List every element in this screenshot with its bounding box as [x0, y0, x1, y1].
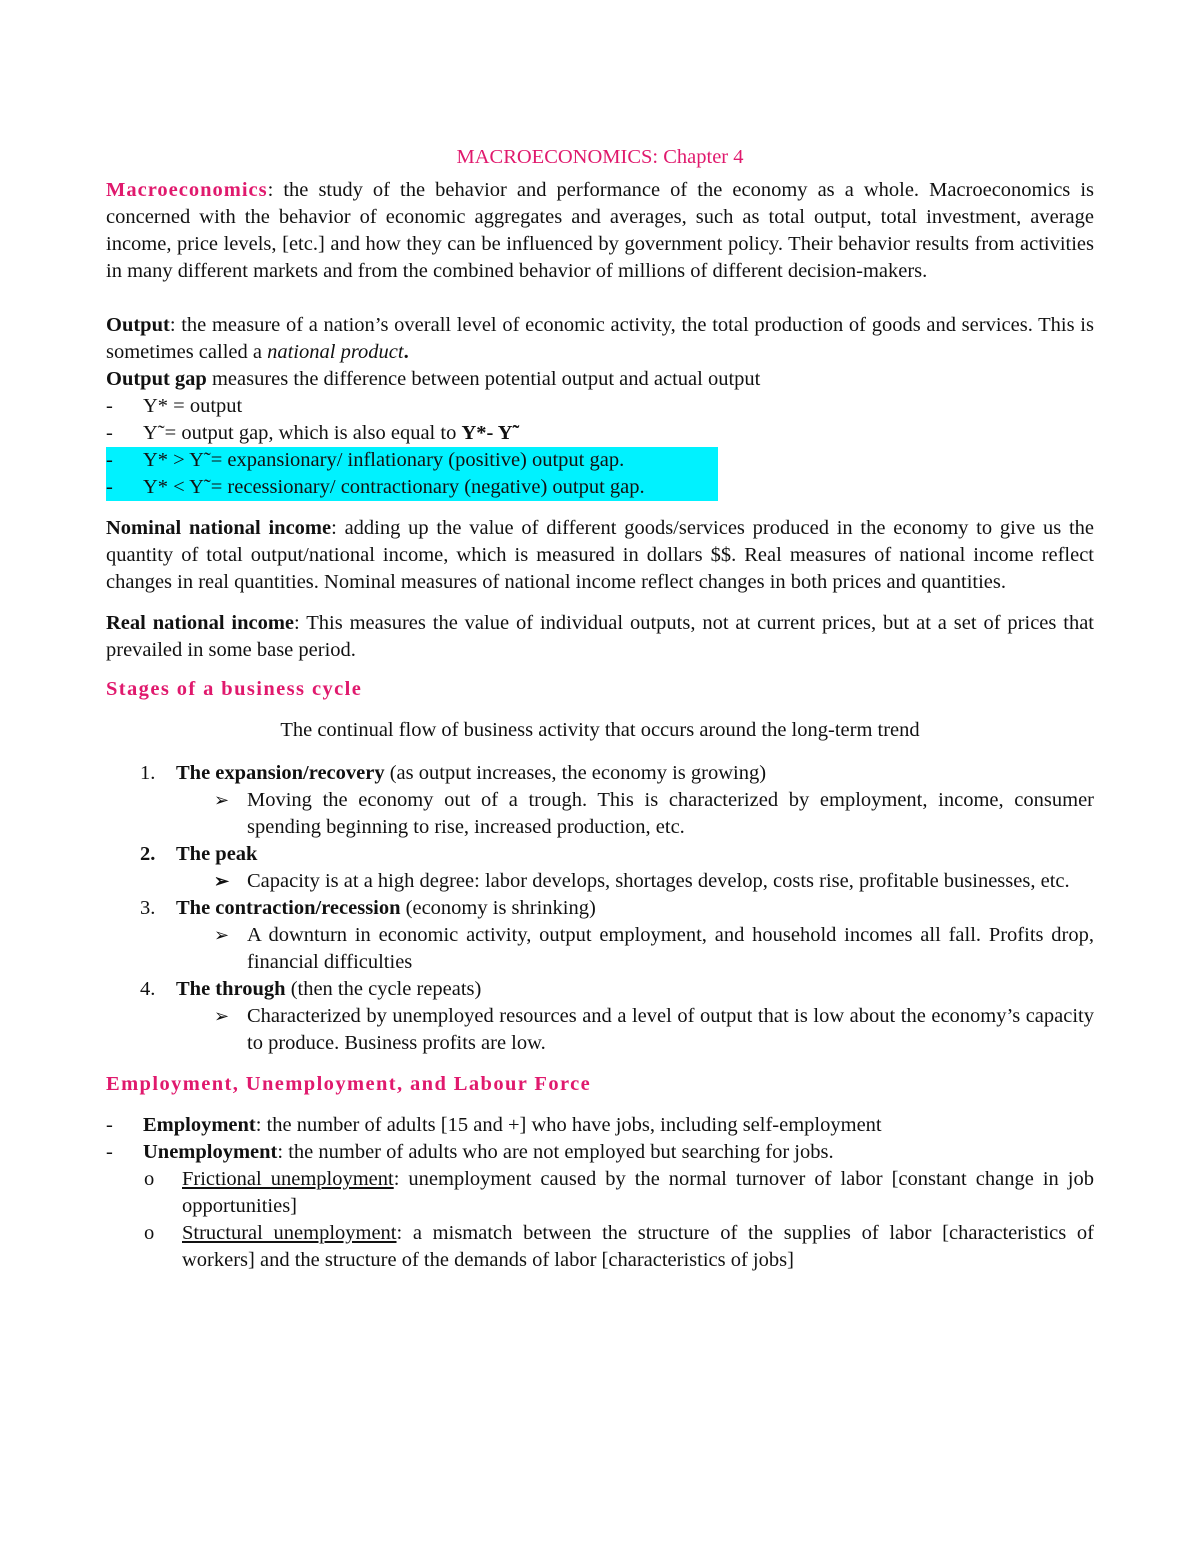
list-item [106, 1139, 1094, 1166]
stage-detail: A downturn in economic activity, output employment, and household incomes all fall. Profits drop, financial difficulties [247, 924, 1094, 973]
output-gap-definition: measures the difference between potential output and actual output [206, 368, 761, 390]
arrow-bullet-icon: ➢ [214, 790, 230, 810]
highlighted-list-item [106, 474, 718, 501]
list-item [106, 420, 1094, 447]
list-item [140, 760, 1094, 787]
list-item [140, 841, 1094, 868]
dash-bullet: - [106, 1141, 113, 1163]
nominal-income-term: Nominal national income [106, 517, 332, 539]
employment-term: Employment [143, 1114, 256, 1136]
list-item [140, 895, 1094, 922]
stage-note: (then the cycle repeats) [285, 978, 482, 1000]
list-number: 2. [140, 843, 156, 865]
output-paragraph [106, 312, 1094, 366]
list-item [144, 1166, 1094, 1220]
stage-detail: Moving the economy out of a trough. This is characterized by employment, income, consumer spending beginning to rise, increased production, etc. [247, 789, 1094, 838]
list-item-text: Y* < Y˜= recessionary/ contractionary (negative) output gap. [143, 476, 645, 498]
frictional-unemployment-term: Frictional unemployment [182, 1168, 394, 1190]
unemployment-definition: : the number of adults who are not employed but searching for jobs. [277, 1141, 834, 1163]
dash-bullet: - [106, 476, 113, 498]
list-number: 1. [140, 762, 156, 784]
macroeconomics-paragraph [106, 177, 1094, 285]
arrow-bullet-icon: ➢ [214, 925, 230, 945]
structural-unemployment-definition: : a mismatch between the structure of the supplies of labor [characteristics of workers] and the structure of the demands of labor [characteristics of jobs] [182, 1222, 1094, 1271]
nominal-income-paragraph [106, 515, 1094, 596]
dash-bullet: - [106, 1114, 113, 1136]
list-item-text: Y˜= output gap, which is also equal to [143, 422, 462, 444]
list-item [214, 868, 1094, 895]
employment-definition: : the number of adults [15 and +] who have jobs, including self-employment [255, 1114, 882, 1136]
stage-title: The contraction/recession [176, 897, 401, 919]
list-item [214, 1003, 1094, 1057]
national-product-term: national product [267, 341, 404, 363]
output-term: Output [106, 314, 170, 336]
arrow-bullet-icon: ➢ [214, 1006, 230, 1026]
macroeconomics-term: Macroeconomics [106, 179, 268, 201]
list-item-text: Y* > Y˜= expansionary/ inflationary (positive) output gap. [143, 449, 625, 471]
output-definition: : the measure of a nation’s overall level of economic activity, the total production of goods and services. This is sometimes called a [106, 314, 1094, 363]
page-title: MACROECONOMICS: Chapter 4 [456, 146, 744, 168]
list-item [106, 1112, 1094, 1139]
section-heading-employment: Employment, Unemployment, and Labour Force [106, 1073, 592, 1095]
highlighted-list-item [106, 447, 718, 474]
list-item [144, 1220, 1094, 1274]
dash-bullet: - [106, 395, 113, 417]
output-period: . [403, 341, 409, 363]
list-item-text: Y* = output [143, 395, 243, 417]
list-item [140, 976, 1094, 1003]
structural-unemployment-term: Structural unemployment [182, 1222, 397, 1244]
list-item [106, 393, 1094, 420]
real-income-definition: : This measures the value of individual outputs, not at current prices, but at a set of prices that prevailed in some base period. [106, 612, 1094, 661]
document-content [106, 144, 1094, 1274]
unemployment-term: Unemployment [143, 1141, 278, 1163]
stage-title: The expansion/recovery [176, 762, 385, 784]
real-income-term: Real national income [106, 612, 295, 634]
stage-title: The peak [176, 843, 258, 865]
circle-bullet-icon: o [144, 1168, 155, 1190]
nominal-income-definition: : adding up the value of different goods/services produced in the economy to give us the quantity of total output/national income, which is measured in dollars $$. Real measures of national income reflect changes in real quantities. Nominal measures of national income reflect changes in both prices and quantities. [106, 517, 1094, 593]
stage-note: (as output increases, the economy is growing) [384, 762, 767, 784]
dash-bullet: - [106, 449, 113, 471]
section-heading-business-cycle: Stages of a business cycle [106, 678, 363, 700]
macroeconomics-definition: : the study of the behavior and performance of the economy as a whole. Macroeconomics is concerned with the behavior of economic aggregates and averages, such as total output, total investment, average income, price levels, [etc.] and how they can be influenced by government policy. Their behavior results from activities in many different markets and from the combined behavior of millions of different decision-makers. [106, 179, 1094, 282]
list-item [214, 787, 1094, 841]
output-gap-paragraph [106, 366, 1094, 393]
real-income-paragraph [106, 610, 1094, 664]
stage-title: The through [176, 978, 286, 1000]
stage-detail: Capacity is at a high degree: labor develops, shortages develop, costs rise, profitable businesses, etc. [247, 870, 1070, 892]
dash-bullet: - [106, 422, 113, 444]
arrow-bullet-icon: ➢ [214, 871, 230, 891]
output-gap-formula: Y*- Y˜ [461, 422, 520, 444]
stage-detail: Characterized by unemployed resources and a level of output that is low about the economy’s capacity to produce. Business profits are low. [247, 1005, 1094, 1054]
frictional-unemployment-definition: : unemployment caused by the normal turnover of labor [constant change in job opportunities] [182, 1168, 1094, 1217]
circle-bullet-icon: o [144, 1222, 155, 1244]
stage-note: (economy is shrinking) [400, 897, 596, 919]
list-number: 3. [140, 897, 156, 919]
list-item [214, 922, 1094, 976]
business-cycle-intro: The continual flow of business activity that occurs around the long-term trend [280, 719, 920, 741]
list-number: 4. [140, 978, 156, 1000]
output-gap-term: Output gap [106, 368, 207, 390]
